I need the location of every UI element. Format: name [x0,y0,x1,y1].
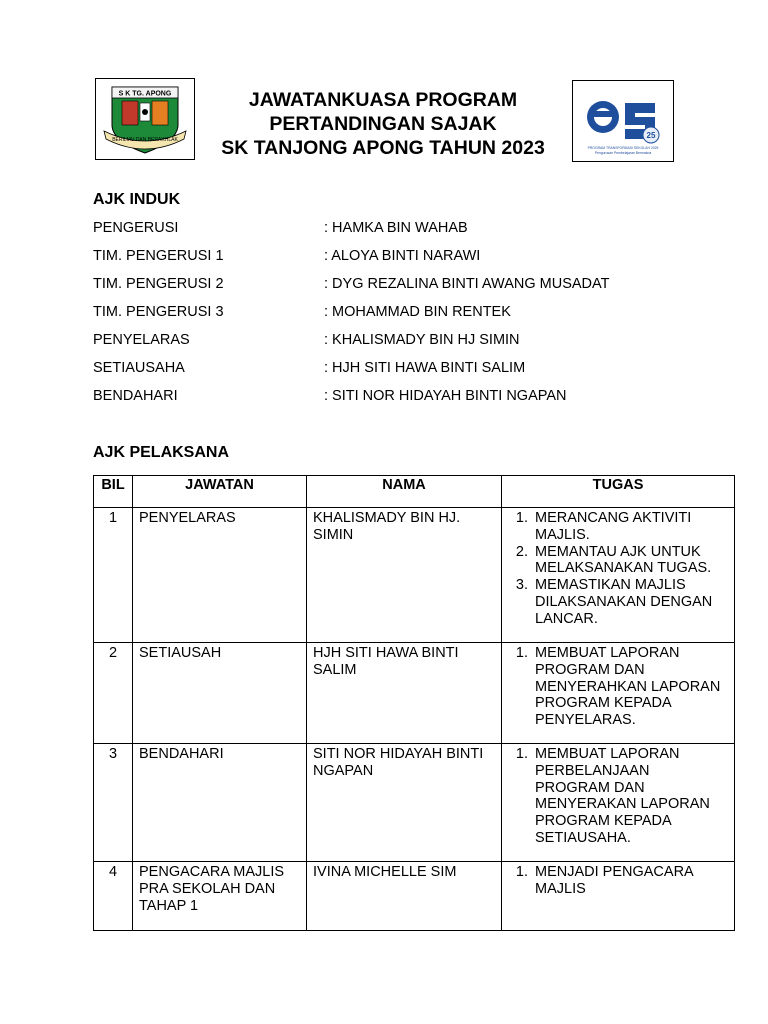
committee-name: : DYG REZALINA BINTI AWANG MUSADAT [324,276,610,292]
cell-nama: SITI NOR HIDAYAH BINTI NGAPAN [307,744,502,862]
ajk-pelaksana-heading: AJK PELAKSANA [93,444,230,461]
table-row [94,862,735,931]
duty-list [508,864,728,898]
column-header-bil: BIL [94,476,133,508]
cell-jawatan: PENGACARA MAJLIS PRA SEKOLAH DAN TAHAP 1 [133,862,307,931]
cell-tugas [502,744,735,862]
logo-caption-1: PROGRAM TRANSFORMASI SEKOLAH 2025 [587,146,659,150]
document-title [200,88,566,160]
cell-jawatan: PENYELARAS [133,508,307,643]
cell-tugas [502,862,735,931]
duty-item: 1. MENJADI PENGACARA MAJLIS [532,864,728,898]
table-header-row [94,476,735,508]
committee-name: : KHALISMADY BIN HJ SIMIN [324,332,520,348]
duty-item: 1. MEMBUAT LAPORAN PERBELANJAAN PROGRAM DAN MENYERAKAN LAPORAN PROGRAM KEPADA SETIAUSAHA. [532,746,728,847]
committee-role: TIM. PENGERUSI 3 [93,304,224,320]
committee-role: PENGERUSI [93,220,179,236]
duty-list [508,510,728,628]
committee-role: TIM. PENGERUSI 1 [93,248,224,264]
duty-list [508,645,728,729]
committee-name: : SITI NOR HIDAYAH BINTI NGAPAN [324,388,567,404]
committee-role: PENYELARAS [93,332,190,348]
committee-row [93,388,733,416]
transformation-program-icon [573,81,673,161]
cell-bil: 2 [94,643,133,744]
title-line-2: PERTANDINGAN SAJAK [269,113,497,135]
crest-top-text: S K TG. APONG [118,90,172,98]
task-table [93,475,735,931]
duty-item: 3. MEMASTIKAN MAJLIS DILAKSANAKAN DENGAN LANCAR. [532,577,728,627]
ajk-induk-list [93,220,733,416]
title-line-3: SK TANJONG APONG TAHUN 2023 [221,137,545,159]
school-crest-icon [96,79,194,159]
school-crest-logo [95,78,195,160]
committee-row [93,276,733,304]
logo-number: 25 [646,131,656,140]
title-line-1: JAWATANKUASA PROGRAM [248,89,518,111]
column-header-jawatan: JAWATAN [133,476,307,508]
cell-jawatan: BENDAHARI [133,744,307,862]
cell-bil: 3 [94,744,133,862]
committee-row [93,332,733,360]
duty-list [508,746,728,847]
committee-row [93,304,733,332]
column-header-tugas: TUGAS [502,476,735,508]
crest-motto: BERILMU DAN BERAKHLAK [112,137,178,143]
cell-nama: IVINA MICHELLE SIM [307,862,502,931]
cell-bil: 4 [94,862,133,931]
committee-name: : HAMKA BIN WAHAB [324,220,468,236]
cell-tugas [502,508,735,643]
duty-item: 1. MERANCANG AKTIVITI MAJLIS. [532,510,728,544]
duty-item: 1. MEMBUAT LAPORAN PROGRAM DAN MENYERAHKAN LAPORAN PROGRAM KEPADA PENYELARAS. [532,645,728,729]
committee-role: SETIAUSAHA [93,360,185,376]
committee-name: : ALOYA BINTI NARAWI [324,248,481,264]
column-header-nama: NAMA [307,476,502,508]
committee-name: : HJH SITI HAWA BINTI SALIM [324,360,526,376]
committee-row [93,220,733,248]
committee-row [93,360,733,388]
committee-role: TIM. PENGERUSI 2 [93,276,224,292]
cell-tugas [502,643,735,744]
logo-caption-2: Pengurusan Pembelajaran Bermakna [594,151,652,155]
committee-row [93,248,733,276]
cell-jawatan: SETIAUSAH [133,643,307,744]
table-row [94,744,735,862]
table-row [94,643,735,744]
ajk-induk-heading: AJK INDUK [93,191,181,208]
committee-name: : MOHAMMAD BIN RENTEK [324,304,511,320]
cell-nama: HJH SITI HAWA BINTI SALIM [307,643,502,744]
committee-role: BENDAHARI [93,388,178,404]
table-row [94,508,735,643]
duty-item: 2. MEMANTAU AJK UNTUK MELAKSANAKAN TUGAS. [532,544,728,578]
cell-bil: 1 [94,508,133,643]
program-logo [572,80,674,162]
cell-nama: KHALISMADY BIN HJ. SIMIN [307,508,502,643]
